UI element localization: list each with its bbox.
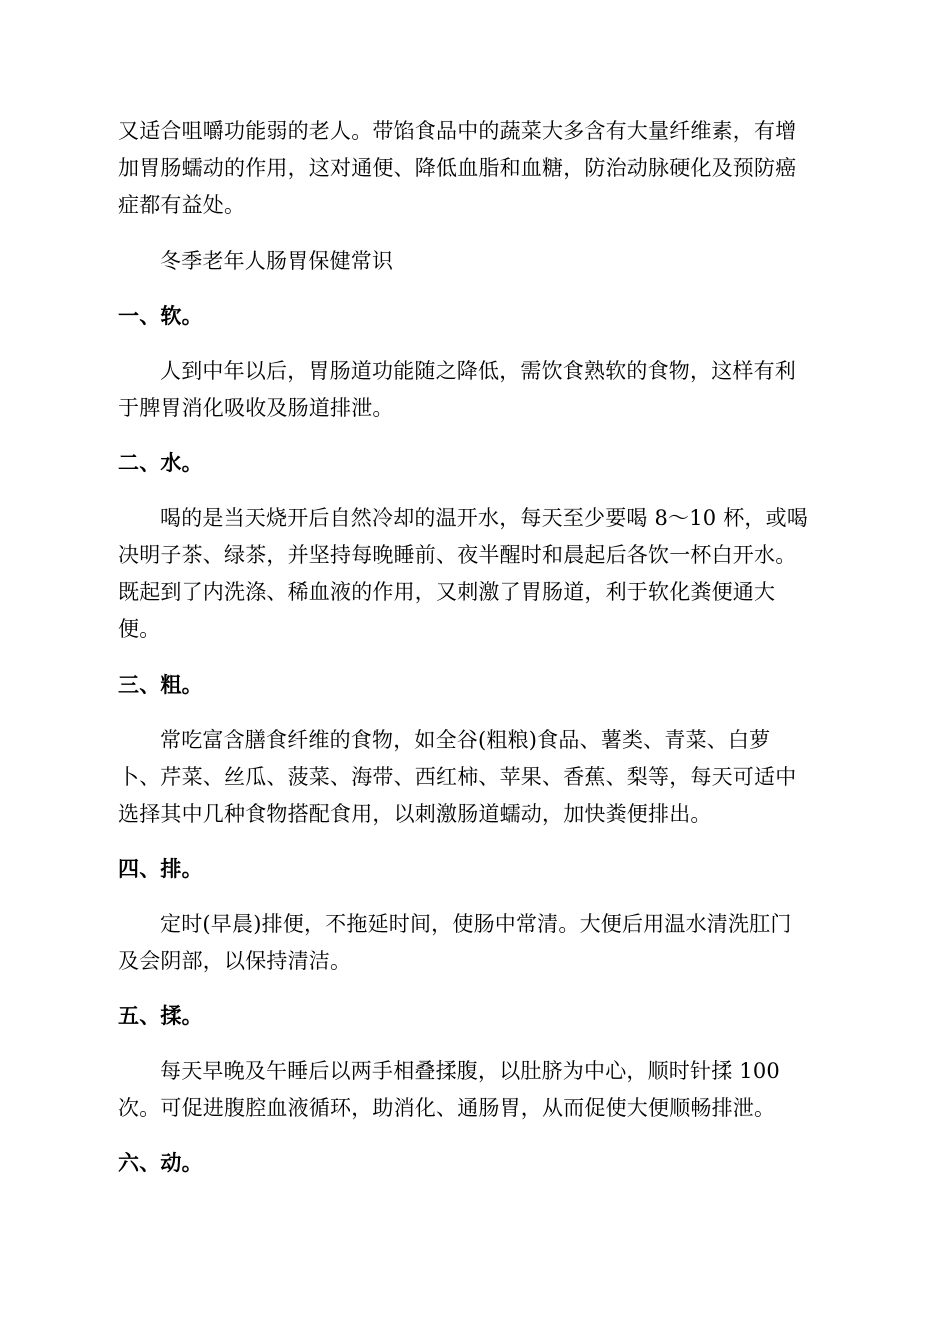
- section-heading-3: 三、粗。: [118, 672, 203, 697]
- paragraph-line: 每天早晚及午睡后以两手相叠揉腹，以肚脐为中心，顺时针揉 100: [160, 1059, 780, 1083]
- section-heading-1: 一、软。: [118, 303, 203, 328]
- paragraph-line: 便。: [118, 617, 161, 641]
- paragraph-line: 常吃富含膳食纤维的食物，如全谷(粗粮)食品、薯类、青菜、白萝: [160, 728, 771, 752]
- paragraph-line: 次。可促进腹腔血液循环，助消化、通肠胃，从而促使大便顺畅排泄。: [118, 1096, 776, 1120]
- paragraph-line: 定时(早晨)排便，不拖延时间，使肠中常清。大便后用温水清洗肛门: [160, 912, 792, 936]
- paragraph-line: 人到中年以后，胃肠道功能随之降低，需饮食熟软的食物，这样有利: [160, 359, 796, 383]
- paragraph-line: 既起到了内洗涤、稀血液的作用，又刺激了胃肠道，利于软化粪便通大: [118, 580, 776, 604]
- section-heading-4: 四、排。: [118, 856, 203, 881]
- section-heading-6: 六、动。: [118, 1150, 203, 1175]
- paragraph-line: 症都有益处。: [118, 193, 246, 217]
- section-heading-2: 二、水。: [118, 450, 203, 475]
- document-title: 冬季老年人肠胃保健常识: [160, 249, 394, 273]
- paragraph-line: 加胃肠蠕动的作用，这对通便、降低血脂和血糖，防治动脉硬化及预防癌: [118, 156, 797, 180]
- paragraph-line: 卜、芹菜、丝瓜、菠菜、海带、西红柿、苹果、香蕉、梨等，每天可适中: [118, 765, 797, 789]
- paragraph-line: 决明子茶、绿茶，并坚持每晚睡前、夜半醒时和晨起后各饮一杯白开水。: [118, 543, 797, 567]
- paragraph-line: 及会阴部，以保持清洁。: [118, 949, 352, 973]
- paragraph-line: 喝的是当天烧开后自然冷却的温开水，每天至少要喝 8～10 杯，或喝: [160, 506, 809, 530]
- paragraph-line: 于脾胃消化吸收及肠道排泄。: [118, 396, 394, 420]
- section-heading-5: 五、揉。: [118, 1003, 203, 1028]
- paragraph-line: 又适合咀嚼功能弱的老人。带馅食品中的蔬菜大多含有大量纤维素，有增: [118, 119, 797, 143]
- paragraph-line: 选择其中几种食物搭配食用，以刺激肠道蠕动，加快粪便排出。: [118, 802, 712, 826]
